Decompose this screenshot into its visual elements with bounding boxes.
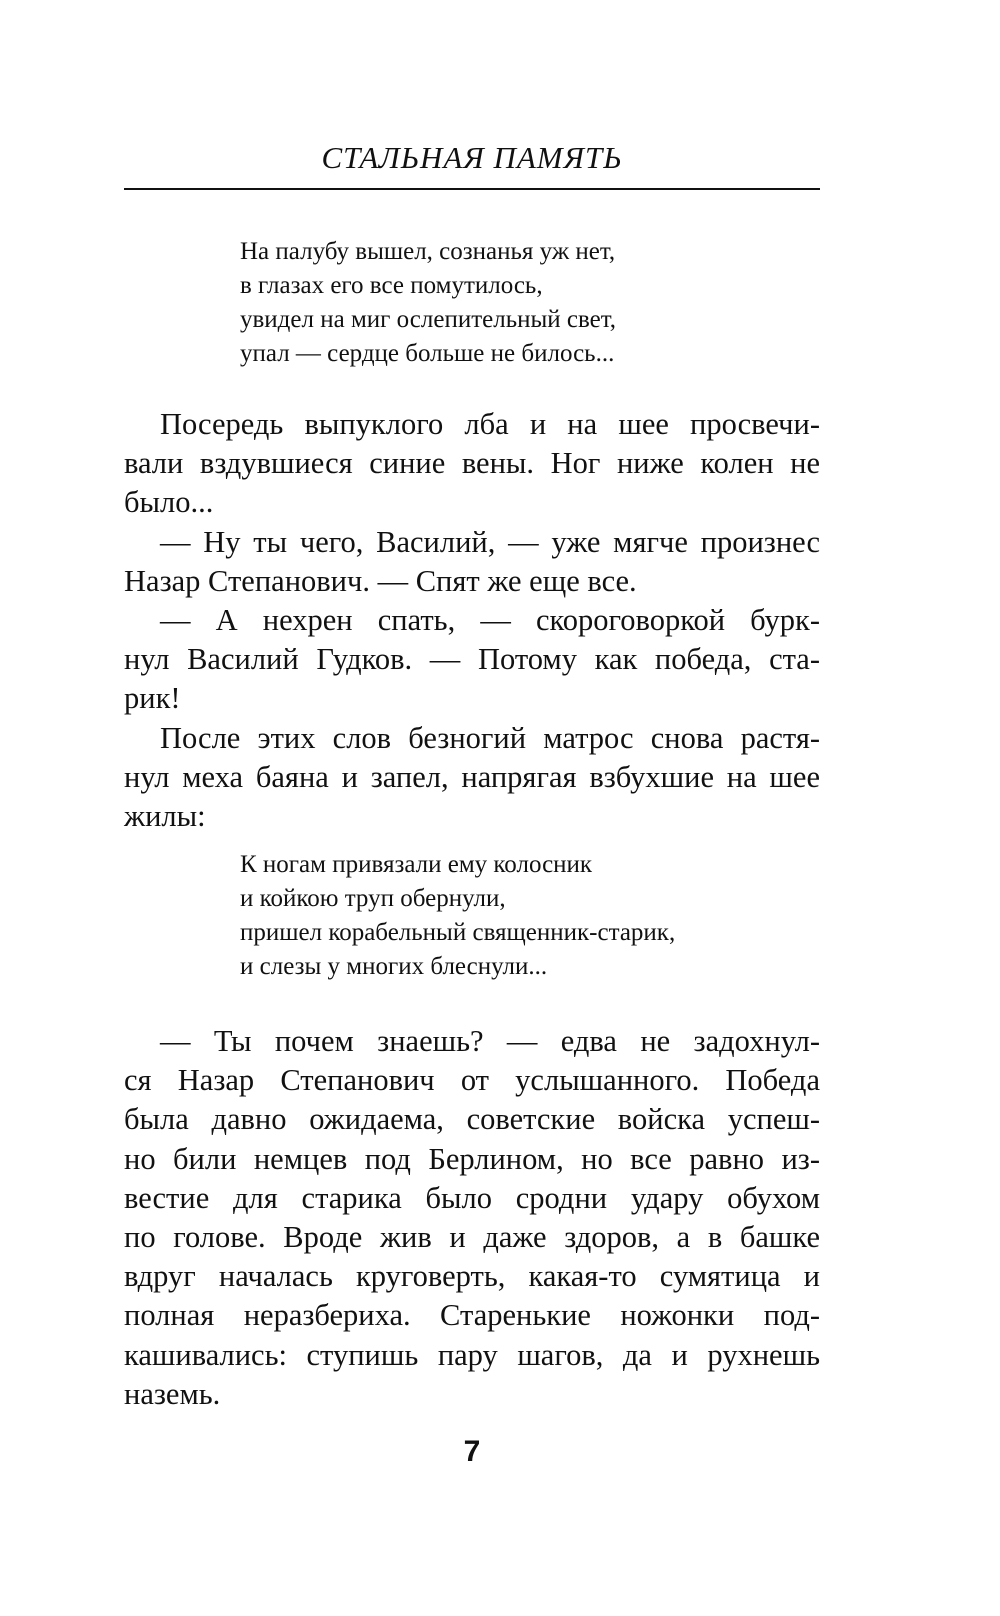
header-rule [124,188,820,190]
prose-line: нул меха баяна и запел, напрягая взбухшие на шее [124,759,820,794]
prose-line: но били немцев под Берлином, но все равно из- [124,1141,820,1176]
prose-line: вестие для старика было сродни удару обухом [124,1180,820,1215]
prose-line: — Ну ты чего, Василий, — уже мягче произнес [160,524,820,559]
verse-stanza-1 [240,235,800,371]
verse-line: На палубу вышел, сознанья уж нет, [240,238,616,265]
prose-line: Назар Степанович. — Спят же еще все. [124,563,637,598]
prose-line: После этих слов безногий матрос снова растя- [160,720,820,755]
verse-line: пришел корабельный священник-старик, [240,919,676,946]
prose-line: вдруг началась круговерть, какая-то сумятица и [124,1259,820,1294]
prose-line: жилы: [124,798,206,833]
verse-line: и койкою труп обернули, [240,885,506,912]
prose-line: вали вздувшиеся синие вены. Ног ниже колен не [124,446,820,481]
verse-line: К ногам привязали ему колосник [240,851,593,878]
prose-line: полная неразбериха. Старенькие ножонки под- [124,1298,820,1333]
prose-block-1 [124,405,820,836]
prose-line: была давно ожидаема, советские войска успеш- [124,1102,820,1137]
prose-line: — А нехрен спать, — скороговоркой бурк- [160,602,820,637]
running-head: СТАЛЬНАЯ ПАМЯТЬ [321,140,623,175]
verse-line: и слезы у многих блеснули... [240,953,548,980]
page-number: 7 [463,1435,481,1468]
verse-line: увидел на миг ослепительный свет, [240,306,617,333]
prose-line: нул Василий Гудков. — Потому как победа, ста- [124,642,820,677]
verse-line: упал — сердце больше не билось... [240,340,615,367]
prose-line: кашивались: ступишь пару шагов, да и рухнешь [124,1337,820,1372]
prose-line: ся Назар Степанович от услышанного. Победа [124,1063,820,1098]
prose-line: было... [124,485,214,520]
prose-line: рик! [124,681,181,716]
verse-line: в глазах его все помутилось, [240,272,543,299]
prose-line: Посередь выпуклого лба и на шее просвечи- [160,407,820,441]
prose-line: по голове. Вроде жив и даже здоров, а в башке [124,1219,820,1254]
prose-block-2 [124,1022,820,1414]
verse-stanza-2 [240,848,800,984]
prose-line: — Ты почем знаешь? — едва не задохнул- [160,1024,820,1058]
prose-line: наземь. [124,1376,221,1411]
